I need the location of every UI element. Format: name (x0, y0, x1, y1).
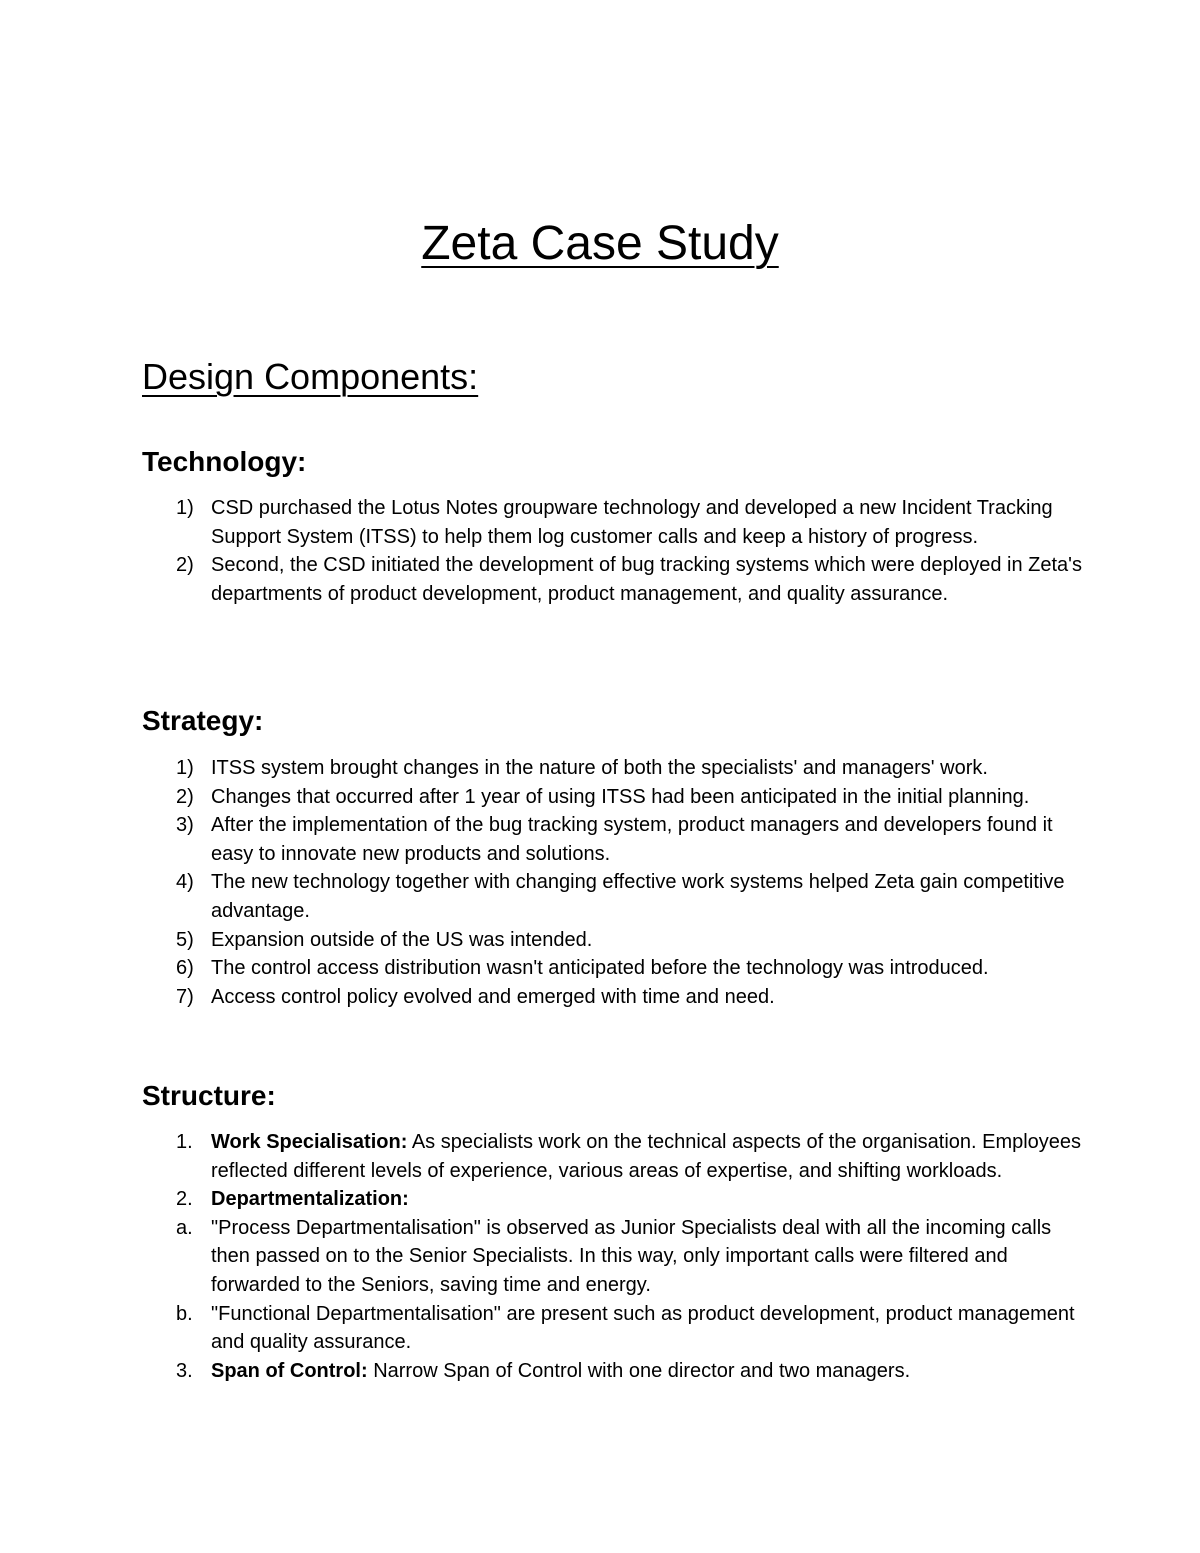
list-item-text: Narrow Span of Control with one director and two managers. (367, 1359, 911, 1382)
list-marker: 5) (176, 928, 194, 951)
list-item (142, 494, 1082, 551)
list-item (142, 954, 1082, 983)
list-item (142, 1128, 1082, 1185)
technology-heading: Technology: (142, 446, 307, 477)
list-item-text: The control access distribution wasn't anticipated before the technology was introduced. (211, 957, 989, 980)
list-item (142, 754, 1082, 783)
list-item (142, 1185, 1082, 1214)
list-marker: 2) (176, 554, 194, 577)
list-item-lead: Departmentalization: (211, 1188, 409, 1211)
list-item-text: "Process Departmentalisation" is observed as Junior Specialists deal with all the incoming calls then passed on to the Senior Specialists. In this way, only important calls were filtered and forwarded to the Seniors, saving time and energy. (211, 1216, 1052, 1296)
list-marker: 1) (176, 497, 194, 519)
list-marker: 4) (176, 871, 194, 894)
list-item-lead: Span of Control: (211, 1359, 368, 1382)
structure-list (142, 1128, 1082, 1385)
list-marker: 2) (176, 785, 194, 808)
list-item-text: CSD purchased the Lotus Notes groupware technology and developed a new Incident Tracking Support System (ITSS) to help them log customer calls and keep a history of progress. (211, 497, 1053, 548)
list-item-text: As specialists work on the technical aspects of the organisation. Employees reflected different levels of experience, various areas of expertise, and shifting workloads. (211, 1131, 1082, 1182)
list-marker: 3. (176, 1359, 193, 1382)
list-item-text: Access control policy evolved and emerged with time and need. (211, 985, 775, 1008)
list-item (142, 926, 1082, 955)
structure-heading: Structure: (142, 1080, 276, 1111)
list-item (142, 783, 1082, 812)
list-item (142, 1214, 1082, 1300)
list-marker: 6) (176, 957, 194, 980)
list-marker: 7) (176, 985, 194, 1008)
list-marker: 2. (176, 1188, 193, 1211)
strategy-list (142, 754, 1082, 1011)
list-item-text: The new technology together with changing effective work systems helped Zeta gain competitive advantage. (211, 871, 1065, 922)
strategy-heading: Strategy: (142, 705, 264, 736)
list-item-text: Expansion outside of the US was intended. (211, 928, 593, 951)
list-marker: b. (176, 1302, 193, 1325)
list-item-lead: Work Specialisation: (211, 1131, 408, 1153)
list-marker: a. (176, 1216, 193, 1239)
list-item-text: ITSS system brought changes in the nature of both the specialists' and managers' work. (211, 757, 988, 779)
list-item-text: After the implementation of the bug tracking system, product managers and developers found it easy to innovate new products and solutions. (211, 814, 1053, 865)
list-item-text: "Functional Departmentalisation" are present such as product development, product management and quality assurance. (211, 1302, 1075, 1354)
document-title: Zeta Case Study (421, 217, 779, 270)
technology-list (142, 494, 1082, 608)
list-item (142, 983, 1082, 1012)
list-item (142, 1300, 1082, 1357)
list-marker: 3) (176, 814, 194, 837)
list-item-text: Second, the CSD initiated the development of bug tracking systems which were deployed in Zeta's departments of product development, product management, and quality assurance. (211, 554, 1082, 605)
list-marker: 1. (176, 1131, 193, 1153)
list-item (142, 868, 1082, 925)
list-item-text: Changes that occurred after 1 year of using ITSS had been anticipated in the initial planning. (211, 785, 1030, 808)
list-item (142, 1357, 1082, 1386)
design-components-heading: Design Components: (142, 356, 479, 397)
list-item (142, 551, 1082, 608)
list-marker: 1) (176, 757, 194, 779)
list-item (142, 811, 1082, 868)
